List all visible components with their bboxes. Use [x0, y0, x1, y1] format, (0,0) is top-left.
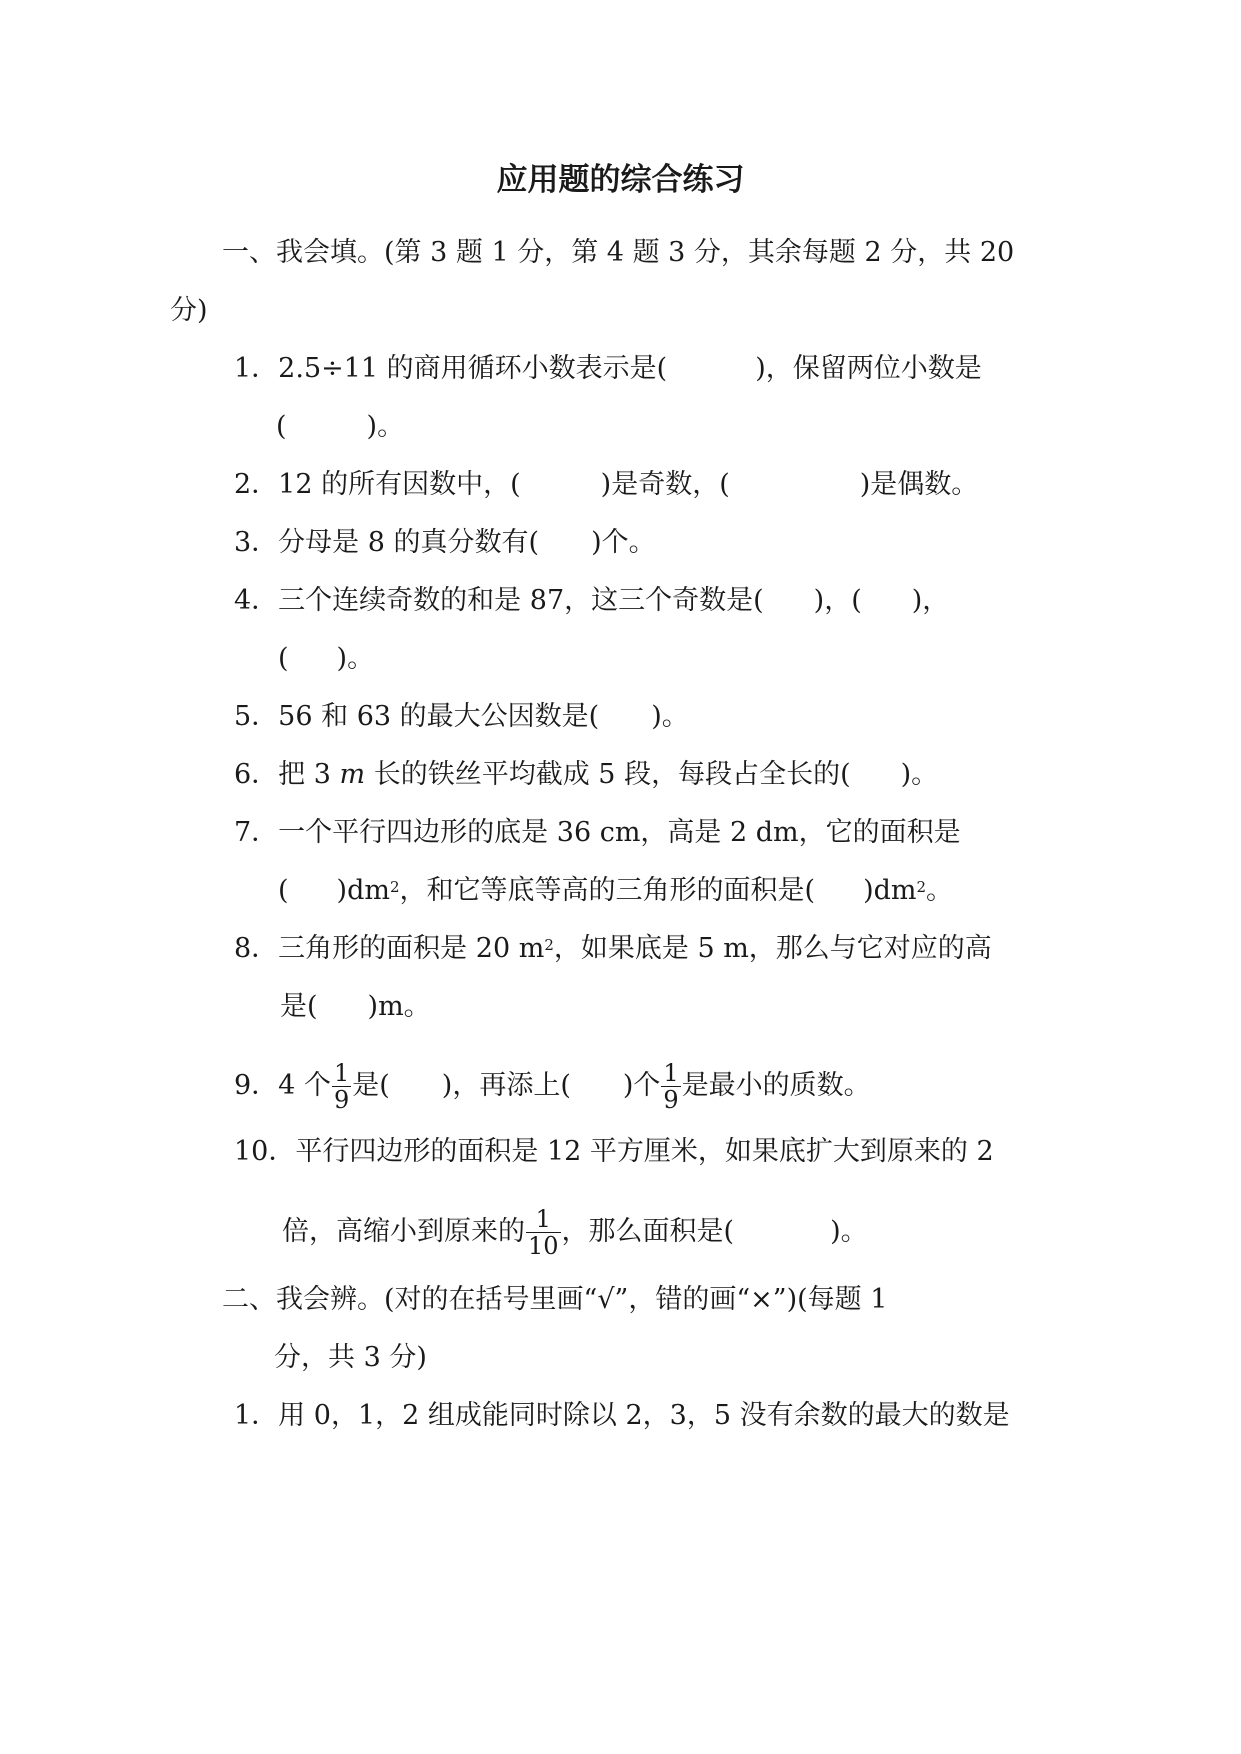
q5-text-b: )。	[651, 701, 689, 732]
fraction-numerator: 1	[333, 1059, 350, 1087]
question-3	[234, 525, 656, 561]
q5-text-a: 5．56 和 63 的最大公因数是(	[234, 701, 600, 732]
question-10-cont	[282, 1206, 868, 1259]
question-7-cont	[278, 873, 953, 909]
fraction-denominator: 9	[333, 1086, 350, 1114]
q10-text-c: ，那么面积是(	[561, 1216, 735, 1247]
question-2	[234, 467, 978, 503]
q9-text-a: 9．4 个	[234, 1070, 331, 1101]
section2-question-1: 1．用 0，1，2 组成能同时除以 2，3，5 没有余数的最大的数是	[234, 1400, 1010, 1431]
q7-text-c: )dm	[336, 875, 390, 906]
fraction-denominator: 10	[528, 1232, 559, 1260]
q9-text-e: 是最小的质数。	[681, 1070, 871, 1101]
q6-unit: m	[339, 759, 366, 790]
fraction-numerator: 1	[663, 1059, 679, 1087]
q7-text-d: ，和它等底等高的三角形的面积是(	[399, 875, 816, 906]
q7-text-f: 。	[926, 875, 954, 906]
q9-text-c: )，再添上(	[441, 1070, 571, 1101]
question-9	[234, 1060, 871, 1113]
q3-text-b: )个。	[591, 527, 656, 558]
q1-text-d: )。	[366, 411, 405, 442]
q1-text-a: 1．2.5÷11 的商用循环小数表示是(	[234, 353, 668, 384]
q4-text-d: (	[278, 643, 289, 674]
q8-superscript: 2	[544, 936, 554, 954]
q10-text-a: 10．平行四边形的面积是 12 平方厘米，如果底扩大到原来的 2	[234, 1136, 994, 1167]
q2-text-c: )是偶数。	[859, 469, 979, 500]
question-8	[234, 931, 992, 967]
q4-text-e: )。	[336, 643, 375, 674]
question-6	[234, 757, 938, 793]
q4-text-a: 4．三个连续奇数的和是 87，这三个奇数是(	[234, 585, 764, 616]
section2-heading-cont: 分，共 3 分)	[274, 1342, 427, 1373]
q3-text-a: 3．分母是 8 的真分数有(	[234, 527, 540, 558]
q6-text-b: 长的铁丝平均截成 5 段，每段占全长的(	[365, 759, 851, 790]
q4-text-b: )，(	[813, 585, 862, 616]
fraction-one-tenth	[526, 1206, 561, 1259]
fraction-denominator: 9	[663, 1086, 679, 1114]
q9-text-b: 是(	[352, 1070, 390, 1101]
q1-text-b: )，保留两位小数是	[755, 353, 982, 384]
section2-heading: 二、我会辨。(对的在括号里画“√”，错的画“×”)(每题 1	[222, 1284, 888, 1315]
q7-superscript-2: 2	[916, 878, 927, 896]
q2-text-a: 2．12 的所有因数中，(	[234, 469, 521, 500]
q2-text-b: )是奇数，(	[600, 469, 730, 500]
question-8-cont	[280, 989, 431, 1025]
fraction-one-ninth	[661, 1060, 680, 1113]
q10-text-b: 倍，高缩小到原来的	[282, 1216, 525, 1247]
question-4-cont	[278, 641, 374, 677]
section1-heading: 一、我会填。(第 3 题 1 分，第 4 题 3 分，其余每题 2 分，共 20	[222, 237, 1015, 268]
q7-text-e: )dm	[863, 875, 917, 906]
question-1	[234, 351, 982, 387]
fraction-one-ninth	[332, 1060, 351, 1113]
question-1-cont	[276, 409, 404, 445]
q8-text-c: 是(	[280, 991, 318, 1022]
page-title: 应用题的综合练习	[496, 162, 745, 198]
question-4	[234, 583, 949, 619]
q8-text-d: )m。	[367, 991, 431, 1022]
question-10	[234, 1134, 994, 1170]
q7-text-b: (	[278, 875, 289, 906]
section1-heading-cont: 分)	[170, 295, 208, 326]
fraction-numerator: 1	[526, 1206, 561, 1233]
q7-superscript: 2	[389, 878, 400, 896]
q9-text-d: )个	[622, 1070, 661, 1101]
question-5	[234, 699, 689, 735]
q1-text-c: (	[276, 411, 287, 442]
q6-text-c: )。	[900, 759, 939, 790]
question-7	[234, 815, 961, 851]
q4-text-c: )，	[911, 585, 950, 616]
q8-text-b: ，如果底是 5 m，那么与它对应的高	[553, 933, 992, 964]
q10-text-d: )。	[830, 1216, 868, 1247]
q7-text-a: 7．一个平行四边形的底是 36 cm，高是 2 dm，它的面积是	[234, 817, 961, 848]
q6-text-a: 6．把 3	[234, 759, 340, 790]
q8-text-a: 8．三角形的面积是 20 m	[234, 933, 545, 964]
